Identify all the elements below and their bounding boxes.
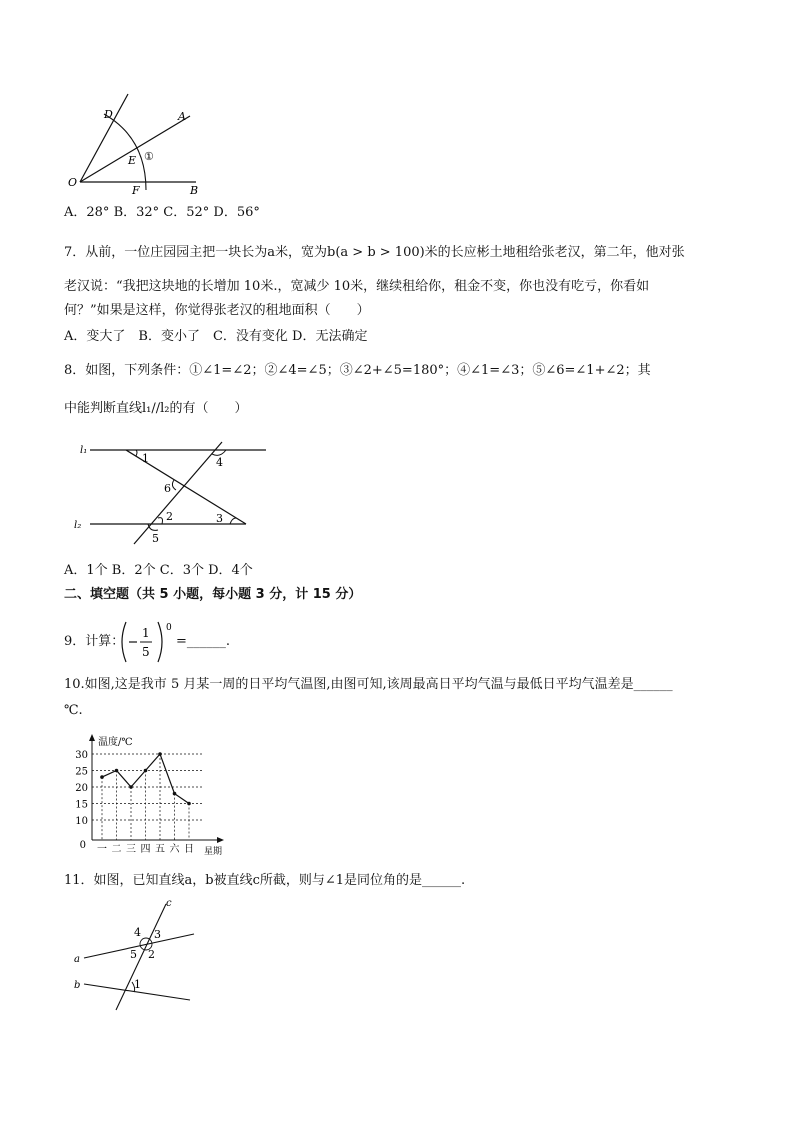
q7-line-3: 何？”如果是这样，你觉得张老汉的租地面积（ ） — [64, 303, 370, 318]
y-axis-arrow — [89, 734, 95, 741]
label-a: a — [74, 954, 80, 965]
temperature-point — [100, 775, 104, 779]
label-f: F — [132, 184, 140, 195]
y-tick-label: 30 — [75, 750, 88, 761]
label-angle-5: 5 — [152, 532, 159, 545]
x-axis-label: 星期 — [204, 847, 223, 857]
q6-angle-figure — [64, 90, 204, 195]
q9-numerator: 1 — [142, 626, 150, 640]
q8-parallel-lines-figure — [70, 440, 270, 548]
label-angle-1: 1 — [134, 978, 141, 991]
label-d: D — [104, 108, 113, 121]
label-a: A — [178, 110, 186, 123]
label-angle-5: 5 — [130, 948, 137, 961]
label-angle-3: 3 — [216, 512, 223, 525]
ray-oa — [80, 116, 190, 182]
q9-exponent: 0 — [166, 623, 172, 633]
section-2-title: 二、填空题（共 5 小题，每小题 3 分，计 15 分） — [64, 587, 362, 602]
y-tick-label: 20 — [75, 783, 88, 794]
x-tick-label: 三 — [126, 844, 136, 855]
temperature-point — [173, 792, 177, 796]
y-tick-label: 10 — [75, 816, 88, 827]
x-tick-label: 五 — [155, 844, 165, 855]
arc-3 — [230, 518, 236, 524]
arc-1 — [136, 450, 137, 456]
label-angle-2: 2 — [166, 510, 173, 523]
y-tick-label: 15 — [75, 799, 88, 811]
label-angle-3: 3 — [154, 928, 161, 941]
q9-prefix: 9．计算： — [64, 634, 125, 649]
y-tick-label: 25 — [75, 766, 88, 778]
right-paren — [158, 622, 162, 662]
label-angle-1: 1 — [142, 452, 149, 465]
temperature-point — [187, 802, 191, 806]
temperature-point — [144, 769, 148, 773]
y-axis-label: 温度/℃ — [98, 737, 133, 748]
label-l2: l₂ — [74, 520, 82, 531]
label-o: O — [68, 176, 78, 189]
x-tick-label: 六 — [169, 844, 180, 855]
x-tick-label: 二 — [111, 844, 122, 855]
x-tick-label: 日 — [184, 844, 194, 855]
q7-options: A．变大了 B．变小了 C．没有变化 D．无法确定 — [64, 329, 368, 344]
arc-6 — [172, 480, 176, 490]
label-angle-6: 6 — [164, 482, 171, 495]
q8-options: A．1个 B．2个 C．3个 D．4个 — [64, 563, 253, 578]
q6-options: A．28° B．32° C．52° D．56° — [64, 205, 260, 220]
temperature-point — [158, 752, 162, 756]
temperature-point — [115, 769, 119, 773]
label-b: b — [74, 980, 81, 991]
label-angle-4: 4 — [216, 456, 223, 469]
q8-line-1: 8．如图，下列条件：①∠1=∠2；②∠4=∠5；③∠2+∠5=180°；④∠1=∠3；⑤∠6=∠1+∠2；其 — [64, 363, 651, 378]
q11-transversal-figure — [72, 896, 202, 1012]
label-l1: l₁ — [80, 445, 88, 456]
line-c — [116, 904, 166, 1010]
q10-line-2: ℃. — [64, 703, 83, 718]
q8-line-2: 中能判断直线l₁//l₂的有（ ） — [64, 401, 248, 416]
label-angle-2: 2 — [148, 948, 155, 961]
left-paren — [122, 622, 126, 662]
label-angle-4: 4 — [134, 926, 141, 939]
x-axis-arrow — [217, 837, 224, 843]
q11-text: 11．如图，已知直线a，b被直线c所截，则与∠1是同位角的是______. — [64, 873, 466, 888]
q7-line-2: 老汉说：“我把这块地的长增加 10米.，宽减少 10米，继续租给你，租金不变，你也没有吃亏，你看如 — [64, 279, 650, 294]
label-b: B — [190, 184, 199, 195]
y-tick-label: 0 — [79, 840, 86, 851]
temperature-chart — [72, 732, 232, 858]
q9-suffix: =______. — [176, 634, 231, 649]
arc-5 — [148, 524, 158, 530]
q10-line-1: 10.如图,这是我市 5 月某一周的日平均气温图,由图可知,该周最高日平均气温与最低日平均气温差是______ — [64, 677, 673, 692]
x-tick-label: 四 — [140, 844, 151, 855]
arc-2 — [158, 518, 163, 524]
label-e: E — [128, 154, 137, 167]
label-c: c — [166, 898, 172, 909]
q7-line-1: 7．从前，一位庄园园主把一块长为a米，宽为b(a > b > 100)米的长应彬土地租给张老汉，第二年，他对张 — [64, 245, 685, 260]
label-circled-1: ① — [144, 150, 154, 163]
x-tick-label: 一 — [97, 844, 107, 855]
temperature-point — [129, 785, 133, 789]
q9-denominator: 5 — [142, 645, 150, 659]
